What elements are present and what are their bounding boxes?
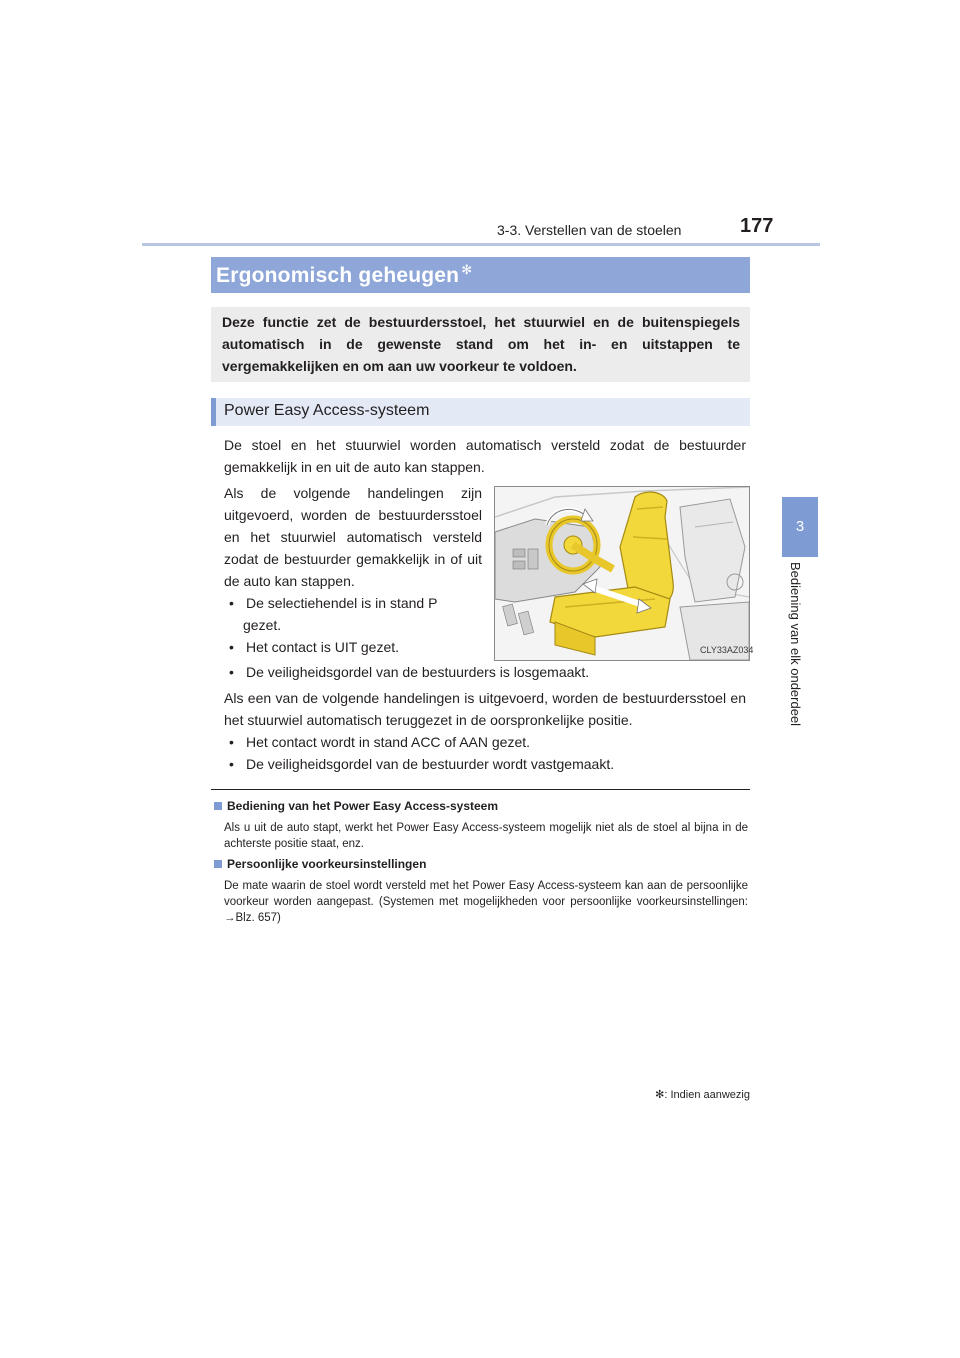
bullet-text: Het contact wordt in stand ACC of AAN gezet.	[246, 734, 531, 750]
seat-illustration	[494, 486, 750, 661]
body-paragraph-3: Als een van de volgende handelingen is uitgevoerd, worden de bestuurdersstoel en het stuurwiel automatisch teruggezet in de oorspronkelijke positie.	[224, 690, 746, 728]
bullet-text: De veiligheidsgordel van de bestuurder wordt vastgemaakt.	[246, 756, 615, 772]
bullet-item	[229, 731, 530, 753]
body-paragraph-1: De stoel en het stuurwiel worden automatisch versteld zodat de bestuurder gemakkelijk in en uit de auto kan stappen.	[224, 437, 746, 475]
car-interior-seat-icon	[495, 487, 749, 660]
header-section-title: 3-3. Verstellen van de stoelen	[497, 222, 682, 238]
optional-marker-icon: ✻	[461, 262, 473, 277]
bullet-text: De veiligheidsgordel van de bestuurders is losgemaakt.	[246, 664, 590, 680]
chapter-tab-number: 3	[795, 518, 805, 535]
note-heading	[214, 799, 498, 813]
note-heading-text: Persoonlijke voorkeursinstellingen	[227, 857, 427, 871]
section-title-text: Ergonomisch geheugen	[216, 264, 460, 287]
notes-separator	[211, 789, 750, 790]
header-rule	[142, 243, 820, 246]
note-text: Als u uit de auto stapt, werkt het Power Easy Access-systeem mogelijk niet als de stoel al bijna in de achterste positie staat, enz.	[224, 822, 748, 850]
note-heading	[214, 857, 426, 871]
section-title	[216, 262, 472, 288]
square-bullet-icon	[214, 860, 222, 868]
intro-text: Deze functie zet de bestuurdersstoel, het stuurwiel en de buitenspiegels automatisch in de gewenste stand om het in- en uitstappen te vergemakkelijken en om aan uw voorkeur te voldoen.	[222, 314, 740, 374]
body-paragraph-2: Als de volgende handelingen zijn uitgevoerd, worden de bestuurdersstoel en het stuurwiel automatisch versteld zodat de bestuurder gemakkelijk in of uit de auto kan stappen.	[224, 485, 482, 589]
note-text: De mate waarin de stoel wordt versteld met het Power Easy Access-systeem kan aan de persoonlijke voorkeur worden aangepast. (Systemen met mogelijkheden voor persoonlijke voorkeursinstellingen: →Blz. 657)	[224, 880, 748, 924]
bullet-text: Het contact is UIT gezet.	[246, 639, 400, 655]
footnote: ✻: Indien aanwezig	[655, 1089, 750, 1101]
chapter-tab-label: Bediening van elk onderdeel	[788, 562, 803, 727]
bullet-item	[229, 661, 589, 683]
bullet-item	[229, 636, 399, 658]
bullet-marker: •	[229, 639, 234, 655]
bullet-item	[229, 753, 614, 775]
square-bullet-icon	[214, 802, 222, 810]
bullet-text: De selectiehendel is in stand P	[246, 595, 438, 611]
illustration-code: CLY33AZ034	[700, 645, 754, 655]
bullet-marker: •	[229, 664, 234, 680]
bullet-marker: •	[229, 756, 234, 772]
bullet-marker: •	[229, 734, 234, 750]
note-heading-text: Bediening van het Power Easy Access-systeem	[227, 799, 499, 813]
bullet-item	[229, 592, 481, 614]
page-number: 177	[740, 215, 774, 237]
bullet-item-continuation: gezet.	[243, 617, 282, 633]
bullet-marker: •	[229, 595, 234, 611]
subsection-title: Power Easy Access-systeem	[224, 402, 430, 419]
